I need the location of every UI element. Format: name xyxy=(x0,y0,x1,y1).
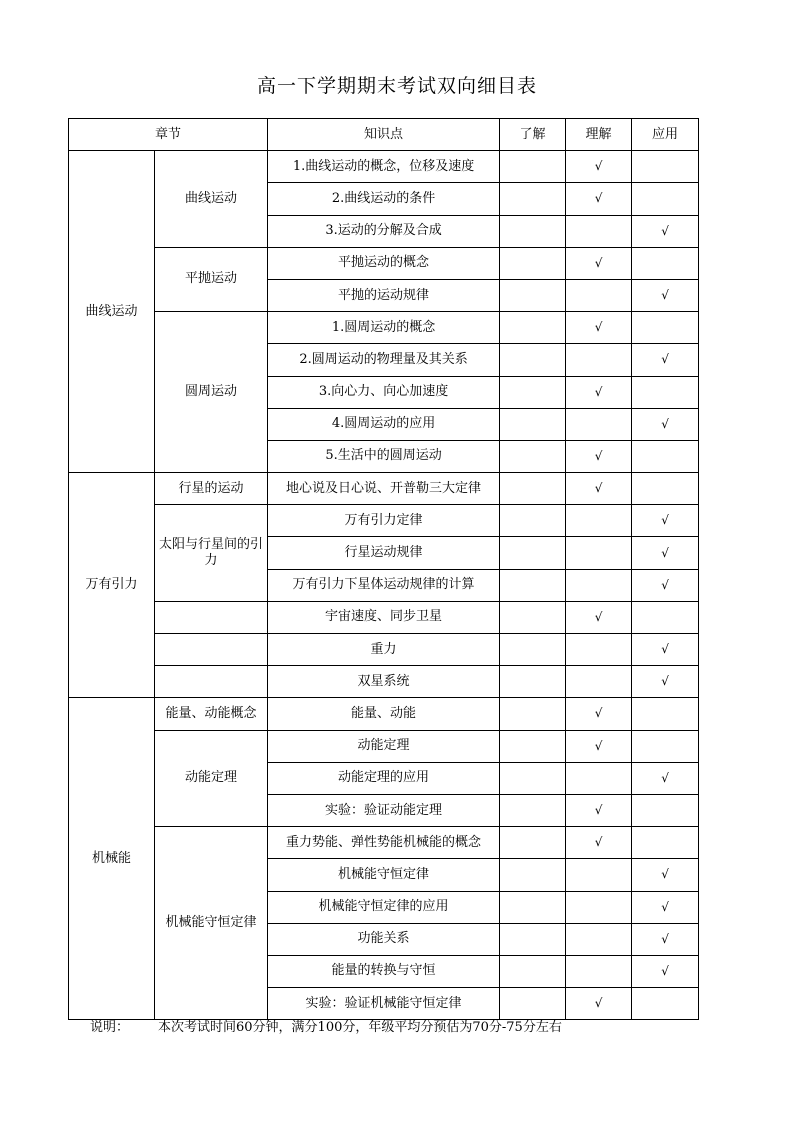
check-mark-icon: √ xyxy=(594,835,603,850)
level-apply-cell xyxy=(632,698,699,730)
check-mark-icon: √ xyxy=(594,159,603,174)
level-apply-cell xyxy=(632,827,699,859)
knowledge-point-cell: 3.运动的分解及合成 xyxy=(268,215,500,247)
knowledge-point-cell: 平抛运动的概念 xyxy=(268,247,500,279)
section-cell: 平抛运动 xyxy=(155,247,268,311)
knowledge-point-cell: 5.生活中的圆周运动 xyxy=(268,440,500,472)
knowledge-point-cell: 重力势能、弹性势能机械能的概念 xyxy=(268,827,500,859)
section-cell: 圆周运动 xyxy=(155,312,268,473)
table-row xyxy=(69,666,699,698)
level-comprehend-cell xyxy=(566,408,632,440)
knowledge-point-cell: 宇宙速度、同步卫星 xyxy=(268,601,500,633)
level-comprehend-cell xyxy=(566,376,632,408)
header-level-comprehend: 理解 xyxy=(566,119,632,151)
level-understand-basic-cell xyxy=(500,827,566,859)
level-apply-cell xyxy=(632,569,699,601)
knowledge-point-cell: 平抛的运动规律 xyxy=(268,279,500,311)
header-chapter: 章节 xyxy=(69,119,268,151)
level-apply-cell xyxy=(632,730,699,762)
knowledge-point-cell: 1.圆周运动的概念 xyxy=(268,312,500,344)
knowledge-point-cell: 万有引力下星体运动规律的计算 xyxy=(268,569,500,601)
level-comprehend-cell xyxy=(566,666,632,698)
table-row xyxy=(69,698,699,730)
level-comprehend-cell xyxy=(566,698,632,730)
level-apply-cell xyxy=(632,794,699,826)
table-row xyxy=(69,827,699,859)
table-row xyxy=(69,473,699,505)
level-comprehend-cell xyxy=(566,794,632,826)
knowledge-point-cell: 动能定理 xyxy=(268,730,500,762)
knowledge-point-cell: 2.曲线运动的条件 xyxy=(268,183,500,215)
level-understand-basic-cell xyxy=(500,569,566,601)
chapter-cell: 万有引力 xyxy=(69,473,155,698)
level-apply-cell xyxy=(632,408,699,440)
knowledge-point-cell: 实验：验证机械能守恒定律 xyxy=(268,988,500,1020)
level-comprehend-cell xyxy=(566,827,632,859)
level-comprehend-cell xyxy=(566,505,632,537)
level-understand-basic-cell xyxy=(500,666,566,698)
level-apply-cell xyxy=(632,955,699,987)
level-understand-basic-cell xyxy=(500,376,566,408)
check-mark-icon: √ xyxy=(594,191,603,206)
level-apply-cell xyxy=(632,183,699,215)
level-understand-basic-cell xyxy=(500,923,566,955)
check-mark-icon: √ xyxy=(661,416,669,431)
knowledge-point-cell: 能量的转换与守恒 xyxy=(268,955,500,987)
section-cell: 曲线运动 xyxy=(155,151,268,248)
knowledge-point-cell: 行星运动规律 xyxy=(268,537,500,569)
level-comprehend-cell xyxy=(566,151,632,183)
level-apply-cell xyxy=(632,344,699,376)
table-row xyxy=(69,601,699,633)
level-comprehend-cell xyxy=(566,440,632,472)
check-mark-icon: √ xyxy=(661,867,669,882)
exam-spec-table xyxy=(68,118,699,1020)
check-mark-icon: √ xyxy=(594,384,603,399)
level-comprehend-cell xyxy=(566,215,632,247)
check-mark-icon: √ xyxy=(661,223,669,238)
level-understand-basic-cell xyxy=(500,247,566,279)
level-understand-basic-cell xyxy=(500,279,566,311)
section-cell xyxy=(155,666,268,698)
level-comprehend-cell xyxy=(566,634,632,666)
level-understand-basic-cell xyxy=(500,408,566,440)
check-mark-icon: √ xyxy=(661,513,669,528)
knowledge-point-cell: 动能定理的应用 xyxy=(268,762,500,794)
level-understand-basic-cell xyxy=(500,634,566,666)
level-apply-cell xyxy=(632,279,699,311)
level-comprehend-cell xyxy=(566,955,632,987)
level-understand-basic-cell xyxy=(500,183,566,215)
level-apply-cell xyxy=(632,923,699,955)
chapter-cell: 曲线运动 xyxy=(69,151,155,473)
knowledge-point-cell: 功能关系 xyxy=(268,923,500,955)
check-mark-icon: √ xyxy=(661,931,669,946)
level-understand-basic-cell xyxy=(500,505,566,537)
check-mark-icon: √ xyxy=(594,738,603,753)
section-cell xyxy=(155,601,268,633)
level-comprehend-cell xyxy=(566,762,632,794)
level-apply-cell xyxy=(632,376,699,408)
knowledge-point-cell: 机械能守恒定律的应用 xyxy=(268,891,500,923)
check-mark-icon: √ xyxy=(661,674,669,689)
section-cell: 太阳与行星间的引力 xyxy=(155,505,268,602)
section-cell xyxy=(155,634,268,666)
level-comprehend-cell xyxy=(566,247,632,279)
level-understand-basic-cell xyxy=(500,537,566,569)
level-apply-cell xyxy=(632,666,699,698)
footnote-text: 本次考试时间60分钟，满分100分，年级平均分预估为70分-75分左右 xyxy=(158,1020,562,1035)
level-apply-cell xyxy=(632,473,699,505)
level-comprehend-cell xyxy=(566,601,632,633)
level-comprehend-cell xyxy=(566,859,632,891)
knowledge-point-cell: 4.圆周运动的应用 xyxy=(268,408,500,440)
header-level-understand-basic: 了解 xyxy=(500,119,566,151)
page-title: 高一下学期期末考试双向细目表 xyxy=(256,75,537,97)
check-mark-icon: √ xyxy=(594,803,603,818)
level-understand-basic-cell xyxy=(500,955,566,987)
check-mark-icon: √ xyxy=(594,706,603,721)
level-understand-basic-cell xyxy=(500,730,566,762)
header-knowledge: 知识点 xyxy=(268,119,500,151)
knowledge-point-cell: 3.向心力、向心加速度 xyxy=(268,376,500,408)
level-comprehend-cell xyxy=(566,730,632,762)
level-understand-basic-cell xyxy=(500,988,566,1020)
level-understand-basic-cell xyxy=(500,794,566,826)
section-cell: 动能定理 xyxy=(155,730,268,827)
table-row xyxy=(69,151,699,183)
level-comprehend-cell xyxy=(566,891,632,923)
check-mark-icon: √ xyxy=(661,963,669,978)
knowledge-point-cell: 万有引力定律 xyxy=(268,505,500,537)
check-mark-icon: √ xyxy=(594,255,603,270)
section-cell: 机械能守恒定律 xyxy=(155,827,268,1020)
check-mark-icon: √ xyxy=(594,609,603,624)
level-apply-cell xyxy=(632,505,699,537)
level-understand-basic-cell xyxy=(500,215,566,247)
level-understand-basic-cell xyxy=(500,762,566,794)
level-comprehend-cell xyxy=(566,988,632,1020)
knowledge-point-cell: 2.圆周运动的物理量及其关系 xyxy=(268,344,500,376)
level-comprehend-cell xyxy=(566,923,632,955)
check-mark-icon: √ xyxy=(661,288,669,303)
level-apply-cell xyxy=(632,247,699,279)
check-mark-icon: √ xyxy=(661,899,669,914)
level-comprehend-cell xyxy=(566,344,632,376)
knowledge-point-cell: 重力 xyxy=(268,634,500,666)
chapter-cell: 机械能 xyxy=(69,698,155,1020)
table-row xyxy=(69,312,699,344)
level-comprehend-cell xyxy=(566,183,632,215)
table-row xyxy=(69,247,699,279)
level-understand-basic-cell xyxy=(500,891,566,923)
knowledge-point-cell: 实验：验证动能定理 xyxy=(268,794,500,826)
level-understand-basic-cell xyxy=(500,440,566,472)
check-mark-icon: √ xyxy=(661,545,669,560)
level-apply-cell xyxy=(632,634,699,666)
check-mark-icon: √ xyxy=(661,770,669,785)
check-mark-icon: √ xyxy=(594,448,603,463)
level-apply-cell xyxy=(632,151,699,183)
check-mark-icon: √ xyxy=(594,996,603,1011)
level-apply-cell xyxy=(632,537,699,569)
check-mark-icon: √ xyxy=(594,320,603,335)
level-apply-cell xyxy=(632,215,699,247)
table-body xyxy=(69,151,699,1020)
check-mark-icon: √ xyxy=(661,352,669,367)
level-comprehend-cell xyxy=(566,537,632,569)
table-row xyxy=(69,634,699,666)
level-understand-basic-cell xyxy=(500,312,566,344)
table-row xyxy=(69,730,699,762)
footnote xyxy=(90,1018,562,1038)
check-mark-icon: √ xyxy=(661,577,669,592)
level-apply-cell xyxy=(632,859,699,891)
header-level-apply: 应用 xyxy=(632,119,699,151)
header-row xyxy=(69,119,699,151)
level-understand-basic-cell xyxy=(500,859,566,891)
knowledge-point-cell: 1.曲线运动的概念，位移及速度 xyxy=(268,151,500,183)
check-mark-icon: √ xyxy=(661,642,669,657)
knowledge-point-cell: 地心说及日心说、开普勒三大定律 xyxy=(268,473,500,505)
level-understand-basic-cell xyxy=(500,151,566,183)
level-comprehend-cell xyxy=(566,279,632,311)
level-apply-cell xyxy=(632,440,699,472)
footnote-label: 说明： xyxy=(90,1020,130,1035)
level-understand-basic-cell xyxy=(500,473,566,505)
level-apply-cell xyxy=(632,312,699,344)
level-comprehend-cell xyxy=(566,312,632,344)
level-apply-cell xyxy=(632,988,699,1020)
level-apply-cell xyxy=(632,601,699,633)
level-understand-basic-cell xyxy=(500,698,566,730)
section-cell: 能量、动能概念 xyxy=(155,698,268,730)
level-apply-cell xyxy=(632,891,699,923)
level-comprehend-cell xyxy=(566,473,632,505)
knowledge-point-cell: 双星系统 xyxy=(268,666,500,698)
section-cell: 行星的运动 xyxy=(155,473,268,505)
check-mark-icon: √ xyxy=(594,481,603,496)
level-understand-basic-cell xyxy=(500,601,566,633)
level-apply-cell xyxy=(632,762,699,794)
knowledge-point-cell: 能量、动能 xyxy=(268,698,500,730)
knowledge-point-cell: 机械能守恒定律 xyxy=(268,859,500,891)
level-understand-basic-cell xyxy=(500,344,566,376)
table-row xyxy=(69,505,699,537)
level-comprehend-cell xyxy=(566,569,632,601)
